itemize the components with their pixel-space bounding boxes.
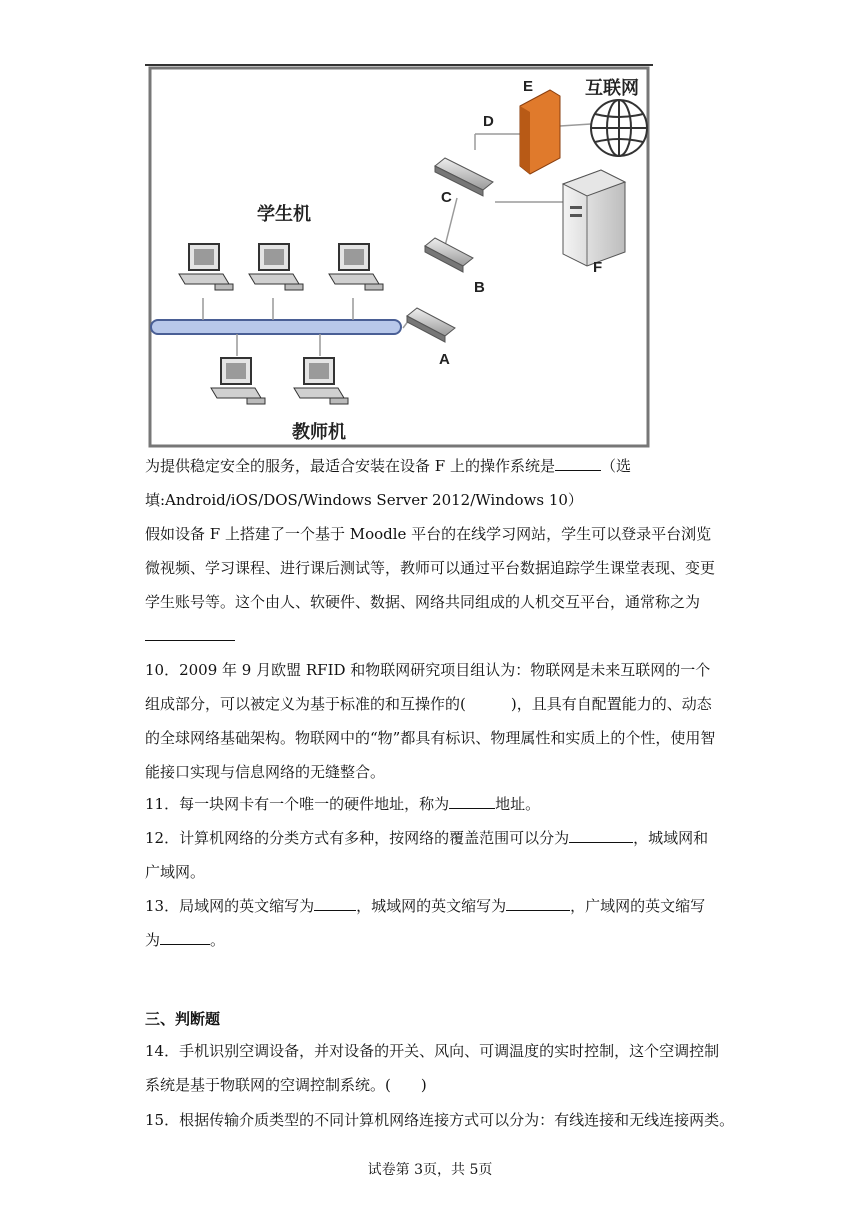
answer-blank — [160, 930, 210, 945]
question-13 — [145, 896, 705, 916]
q12-text: 12．计算机网络的分类方式有多种，按网络的覆盖范围可以分为 — [145, 829, 570, 847]
q9-part1-text: 为提供稳定安全的服务，最适合安装在设备 F 上的操作系统是 — [145, 457, 555, 475]
q13-text-c: ，广域网的英文缩写 — [570, 897, 706, 915]
answer-blank — [314, 896, 356, 911]
section-heading: 三、判断题 — [145, 1010, 221, 1028]
server-icon — [563, 170, 625, 266]
globe-icon — [591, 100, 647, 156]
q9-part2: 假如设备 F 上搭建了一个基于 Moodle 平台的在线学习网站，学生可以登录平台浏览微视频、学习课程、进行课后测试等，教师可以通过平台数据追踪学生课堂表现、变更学生账号等。这个由人、软硬件、数据、网络共同组成的人机交互平台，通常称之为 — [145, 525, 716, 611]
q13-text-a: 13．局域网的英文缩写为 — [145, 897, 315, 915]
page-footer: 试卷第 3页，共 5页 — [367, 1162, 493, 1178]
answer-blank — [506, 896, 570, 911]
students-label: 学生机 — [257, 204, 311, 224]
internet-label: 互联网 — [585, 78, 639, 98]
answer-blank — [569, 828, 633, 843]
firewall-icon — [520, 90, 560, 174]
question-14: 14．手机识别空调设备，并对设备的开关、风向、可调温度的实时控制，这个空调控制系统是基于物联网的空调控制系统。( ) — [145, 1042, 720, 1094]
label-d: D — [483, 113, 494, 130]
label-c: C — [441, 189, 452, 206]
q9-part1-text-end: （选 — [600, 457, 631, 475]
q11-text-end: 地址。 — [495, 795, 541, 813]
q13-text-d: 为 — [145, 931, 161, 949]
question-12-line2: 广域网。 — [145, 863, 206, 881]
q13-text-b: ，城域网的英文缩写为 — [356, 897, 507, 915]
question-15: 15．根据传输介质类型的不同计算机网络连接方式可以分为：有线连接和无线连接两类。 — [145, 1111, 735, 1129]
label-a: A — [439, 351, 450, 368]
question-13-line2 — [145, 930, 225, 950]
q9-part1-line1 — [145, 456, 631, 476]
label-f: F — [593, 259, 603, 276]
question-11 — [145, 794, 540, 814]
answer-blank — [145, 640, 235, 641]
answer-blank — [555, 456, 601, 471]
label-b: B — [474, 279, 485, 296]
question-10: 10．2009 年 9 月欧盟 RFID 和物联网研究项目组认为：物联网是未来互联网的一个组成部分，可以被定义为基于标准的和互操作的( )，且具有自配置能力的、动态的全球网络基础架构。物联网中的“物”都具有标识、物理属性和实质上的个性，使用智能接口实现与信息网络的无缝整合。 — [145, 661, 716, 781]
answer-blank — [449, 794, 495, 809]
q9-part1-line2: 填:Android/iOS/DOS/Windows Server 2012/Windows 10） — [145, 491, 583, 509]
q12-text-end: ，城域网和 — [633, 829, 709, 847]
q13-text-e: 。 — [210, 931, 226, 949]
q11-text: 11．每一块网卡有一个唯一的硬件地址，称为 — [145, 795, 450, 813]
label-e: E — [523, 78, 534, 95]
teachers-label: 教师机 — [292, 422, 346, 442]
question-12 — [145, 828, 708, 848]
network-diagram — [145, 66, 653, 450]
